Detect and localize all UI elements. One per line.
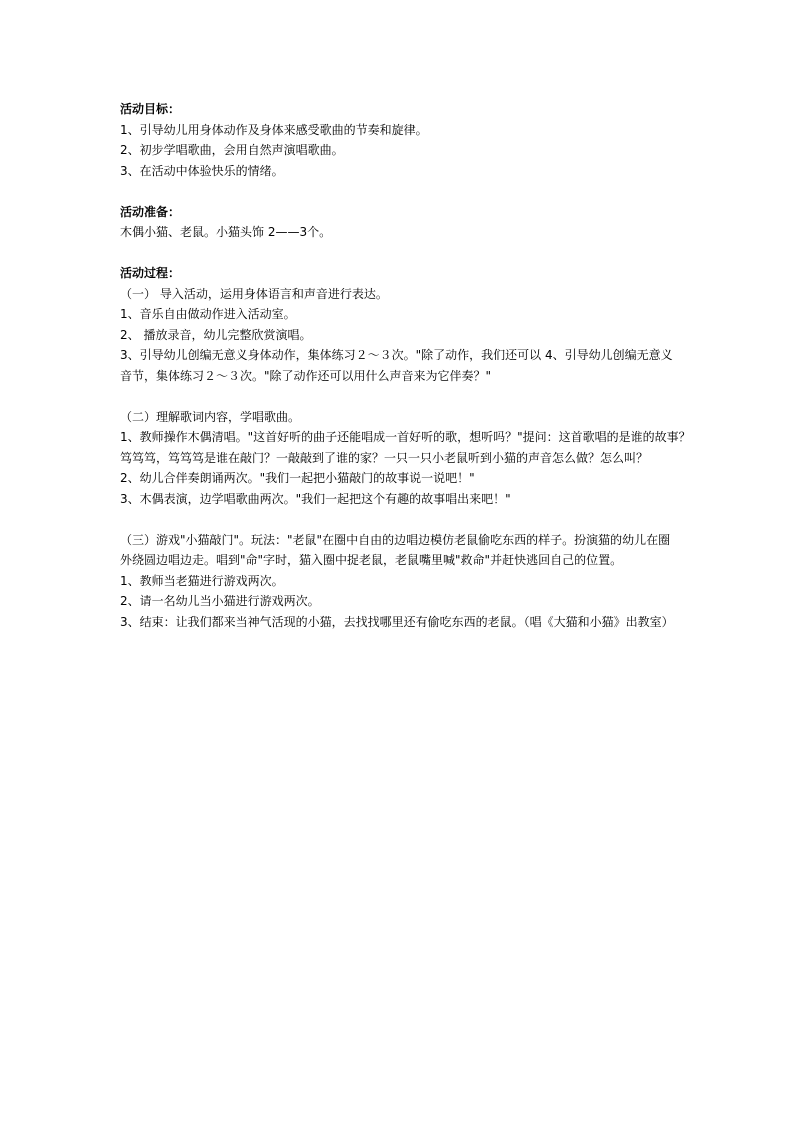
preparation-text: 木偶小猫、老鼠。小猫头饰 2——3个。 (120, 225, 332, 239)
process-part2-line: 3、木偶表演，边学唱歌曲两次。"我们一起把这个有趣的故事唱出来吧！" (120, 491, 511, 506)
process-part2-line: 笃笃笃，笃笃笃是谁在敲门？一敲敲到了谁的家？一只一只小老鼠听到小猫的声音怎么做？怎么叫？ (120, 450, 649, 465)
process-part1-line: 音节，集体练习２～３次。"除了动作还可以用什么声音来为它伴奏？" (120, 368, 492, 383)
process-heading: 活动过程： (120, 266, 181, 280)
process-part3-line: 2、请一名幼儿当小猫进行游戏两次。 (120, 594, 320, 608)
goals-heading: 活动目标： (120, 102, 181, 116)
document-page (120, 99, 691, 632)
spacer (120, 243, 676, 264)
process-part1-title: （一） 导入活动，运用身体语言和声音进行表达。 (120, 286, 388, 301)
process-part1-line: 3、引导幼儿创编无意义身体动作，集体练习２～３次。"除了动作，我们还可以 4、引导幼儿创编无意义 (120, 348, 673, 362)
goal-item: 2、初步学唱歌曲，会用自然声演唱歌曲。 (120, 143, 344, 157)
process-part2-line: 2、幼儿合伴奏朗诵两次。"我们一起把小猫敲门的故事说一说吧！" (120, 471, 475, 485)
process-part3-title: （三）游戏"小猫敲门"。玩法："老鼠"在圈中自由的边唱边模仿老鼠偷吃东西的样子。扮演猫的幼儿在圈 (120, 532, 671, 547)
spacer (120, 386, 676, 407)
spacer (120, 181, 676, 202)
goal-item: 3、在活动中体验快乐的情绪。 (120, 163, 284, 178)
process-part3-line: 外绕圆边唱边走。唱到"命"字时，猫入圈中捉老鼠，老鼠嘴里喊"救命"并赶快逃回自己的位置。 (120, 553, 623, 567)
process-part3-line: 1、教师当老猫进行游戏两次。 (120, 573, 284, 588)
preparation-heading: 活动准备： (120, 204, 181, 219)
process-part1-line: 1、音乐自由做动作进入活动室。 (120, 307, 296, 321)
process-part1-line: 2、 播放录音，幼儿完整欣赏演唱。 (120, 327, 312, 342)
spacer (120, 509, 676, 530)
process-part2-title: （二）理解歌词内容，学唱歌曲。 (120, 409, 301, 424)
process-part2-line: 1、教师操作木偶清唱。"这首好听的曲子还能唱成一首好听的歌，想听吗？"提问：这首歌唱的是谁的故事？ (120, 430, 691, 444)
goal-item: 1、引导幼儿用身体动作及身体来感受歌曲的节奏和旋律。 (120, 122, 428, 137)
process-part3-line: 3、结束：让我们都来当神气活现的小猫，去找找哪里还有偷吃东西的老鼠。（唱《大猫和小猫》出教室） (120, 614, 674, 629)
